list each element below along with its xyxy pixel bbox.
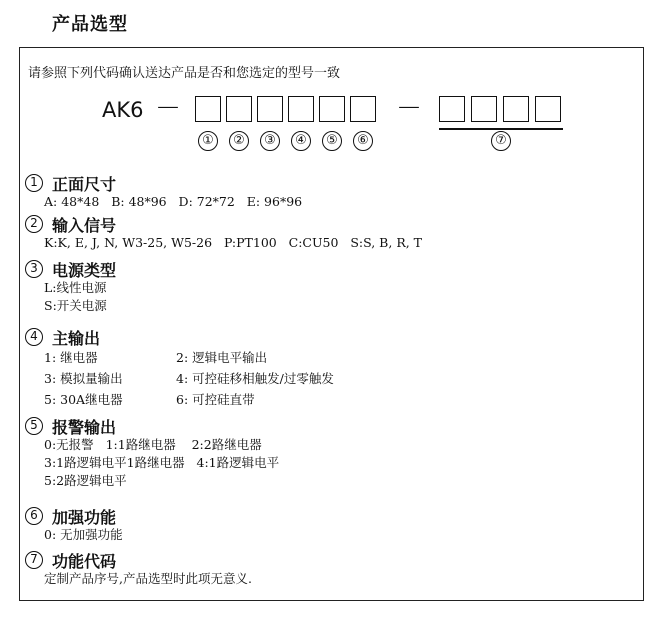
box-number-2: ②: [229, 131, 249, 151]
option-row: [25, 347, 334, 368]
section-power-type: [25, 259, 116, 315]
option-cell: 5: 30A继电器: [44, 392, 123, 407]
section-line: 定制产品序号,产品选型时此项无意义.: [44, 571, 252, 586]
code-box-7a: [439, 96, 465, 122]
section-enhanced-function: [25, 506, 123, 544]
section-title: 加强功能: [52, 507, 117, 527]
page-title: 产品选型: [52, 14, 128, 35]
code-box-7c: [503, 96, 529, 122]
code-box-7b: [471, 96, 497, 122]
section-line: 3:1路逻辑电平1路继电器 4:1路逻辑电平: [44, 455, 280, 470]
model-prefix: AK6: [102, 98, 144, 122]
intro-text: 请参照下列代码确认送达产品是否和您选定的型号一致: [28, 66, 341, 81]
box-number-4: ④: [291, 131, 311, 151]
section-number: 3: [25, 260, 43, 278]
section-number: 1: [25, 174, 43, 192]
section-title: 报警输出: [52, 417, 117, 437]
code-box-3: [257, 96, 283, 122]
section-front-size: [25, 173, 302, 211]
option-cell: 4: 可控硅移相触发/过零触发: [176, 371, 334, 386]
section-line: 0:无报警 1:1路继电器 2:2路继电器: [44, 437, 262, 452]
section-line: A: 48*48 B: 48*96 D: 72*72 E: 96*96: [44, 194, 303, 209]
option-cell: 1: 继电器: [44, 350, 98, 365]
code-box-1: [195, 96, 221, 122]
section-line: K:K, E, J, N, W3-25, W5-26 P:PT100 C:CU50 S:S, B, R, T: [44, 235, 423, 250]
option-cell: 6: 可控硅直带: [176, 392, 255, 407]
code-box-7d: [535, 96, 561, 122]
section-main-output: [25, 327, 334, 410]
section-title: 主输出: [52, 328, 101, 348]
section-line: L:线性电源: [44, 280, 107, 295]
box-number-1: ①: [198, 131, 218, 151]
code-box-6: [350, 96, 376, 122]
model-dash-1: －: [155, 94, 182, 124]
section-title: 功能代码: [52, 551, 117, 571]
option-row: [25, 389, 334, 410]
code-box-5: [319, 96, 345, 122]
section-title: 正面尺寸: [52, 174, 117, 194]
section-number: 6: [25, 507, 43, 525]
model-dash-2: －: [396, 94, 423, 124]
code-box-4: [288, 96, 314, 122]
option-row: [25, 368, 334, 389]
option-cell: 3: 模拟量输出: [44, 371, 123, 386]
option-cell: 2: 逻辑电平输出: [176, 350, 268, 365]
section-alarm-output: [25, 416, 279, 490]
section-title: 电源类型: [52, 260, 117, 280]
code-box-2: [226, 96, 252, 122]
section-title: 输入信号: [52, 215, 117, 235]
box-number-5: ⑤: [322, 131, 342, 151]
box-number-7: ⑦: [491, 131, 511, 151]
section-number: 5: [25, 417, 43, 435]
box-number-6: ⑥: [353, 131, 373, 151]
section-number: 2: [25, 215, 43, 233]
section-function-code: [25, 550, 252, 588]
section-line: 5:2路逻辑电平: [44, 473, 127, 488]
section-line: 0: 无加强功能: [44, 527, 123, 542]
selection-frame: [19, 47, 644, 601]
section-number: 4: [25, 328, 43, 346]
section-number: 7: [25, 551, 43, 569]
box-number-3: ③: [260, 131, 280, 151]
section-input-signal: [25, 214, 422, 252]
function-code-underline: [439, 128, 563, 130]
section-line: S:开关电源: [44, 298, 107, 313]
